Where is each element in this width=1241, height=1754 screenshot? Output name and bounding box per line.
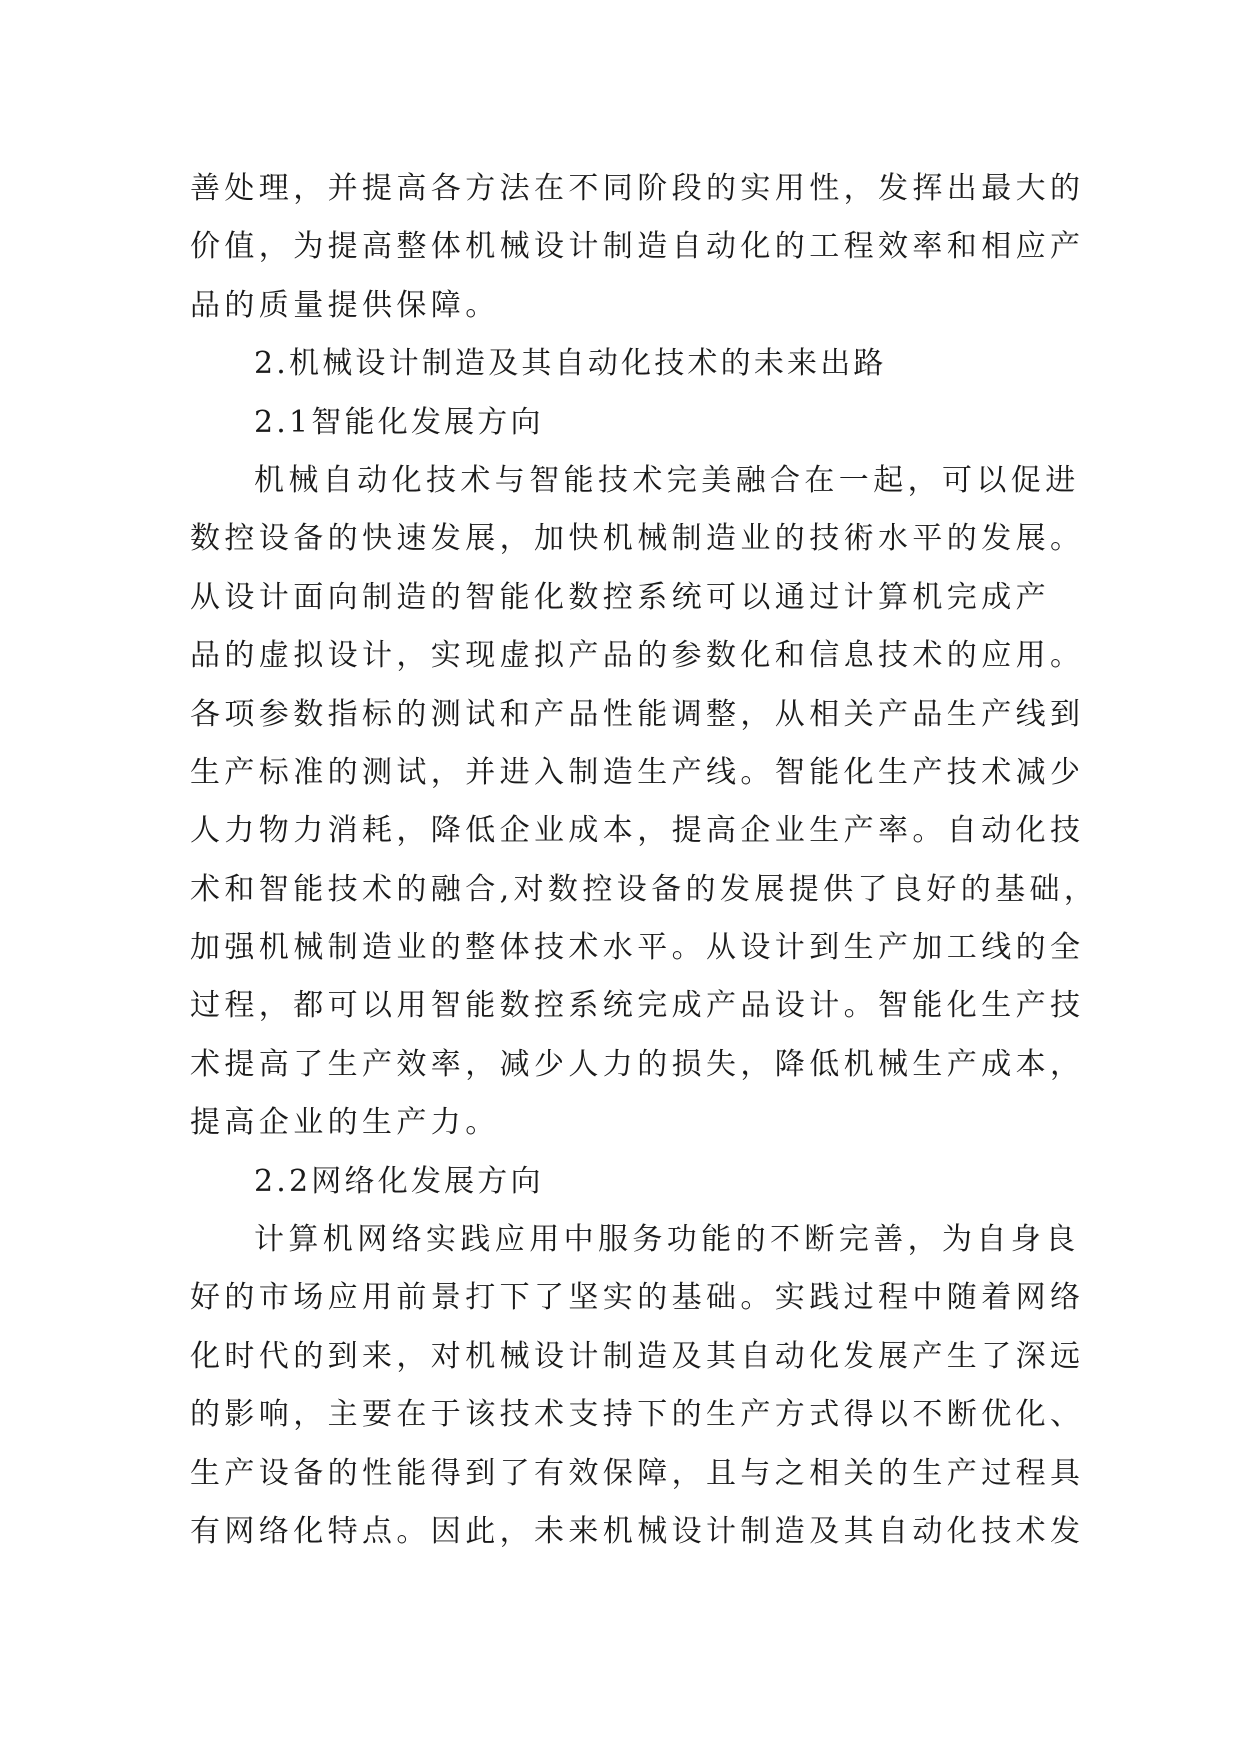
text-line: 术提高了生产效率，减少人力的损失，降低机械生产成本，	[190, 1046, 1085, 1082]
text-line: 人力物力消耗，降低企业成本，提高企业生产率。自动化技	[190, 813, 1085, 849]
text-line: 品的质量提供保障。	[190, 287, 500, 323]
body-text	[190, 160, 1099, 1561]
text-line: 生产标准的测试，并进入制造生产线。智能化生产技术减少	[190, 754, 1085, 790]
text-line: 好的市场应用前景打下了坚实的基础。实践过程中随着网络	[190, 1280, 1085, 1316]
text-line: 计算机网络实践应用中服务功能的不断完善，为自身良	[254, 1222, 1080, 1258]
text-line: 的影响，主要在于该技术支持下的生产方式得以不断优化、	[190, 1397, 1085, 1433]
text-line: 从设计面向制造的智能化数控系统可以通过计算机完成产	[190, 579, 1050, 615]
text-line: 加强机械制造业的整体技术水平。从设计到生产加工线的全	[190, 930, 1085, 966]
text-line: 化时代的到来，对机械设计制造及其自动化发展产生了深远	[190, 1338, 1085, 1374]
text-line: 善处理，并提高各方法在不同阶段的实用性，发挥出最大的	[190, 171, 1085, 206]
subsection-heading: 2.2网络化发展方向	[254, 1163, 544, 1199]
subsection-heading: 2.1智能化发展方向	[254, 404, 544, 440]
text-line: 提高企业的生产力。	[190, 1105, 500, 1141]
text-line: 品的虚拟设计，实现虚拟产品的参数化和信息技术的应用。	[190, 638, 1085, 674]
text-line: 有网络化特点。因此，未来机械设计制造及其自动化技术发	[190, 1513, 1085, 1549]
text-line: 数控设备的快速发展，加快机械制造业的技術水平的发展。	[190, 521, 1085, 557]
text-line: 机械自动化技术与智能技术完美融合在一起，可以促进	[254, 462, 1080, 498]
text-line: 生产设备的性能得到了有效保障，且与之相关的生产过程具	[190, 1455, 1085, 1491]
text-line: 各项参数指标的测试和产品性能调整，从相关产品生产线到	[190, 696, 1085, 732]
text-line: 过程，都可以用智能数控系统完成产品设计。智能化生产技	[190, 988, 1085, 1024]
text-line: 术和智能技术的融合,对数控设备的发展提供了良好的基础，	[190, 871, 1099, 907]
section-heading: 2.机械设计制造及其自动化技术的未来出路	[254, 346, 887, 382]
text-line: 价值，为提高整体机械设计制造自动化的工程效率和相应产	[190, 229, 1085, 265]
